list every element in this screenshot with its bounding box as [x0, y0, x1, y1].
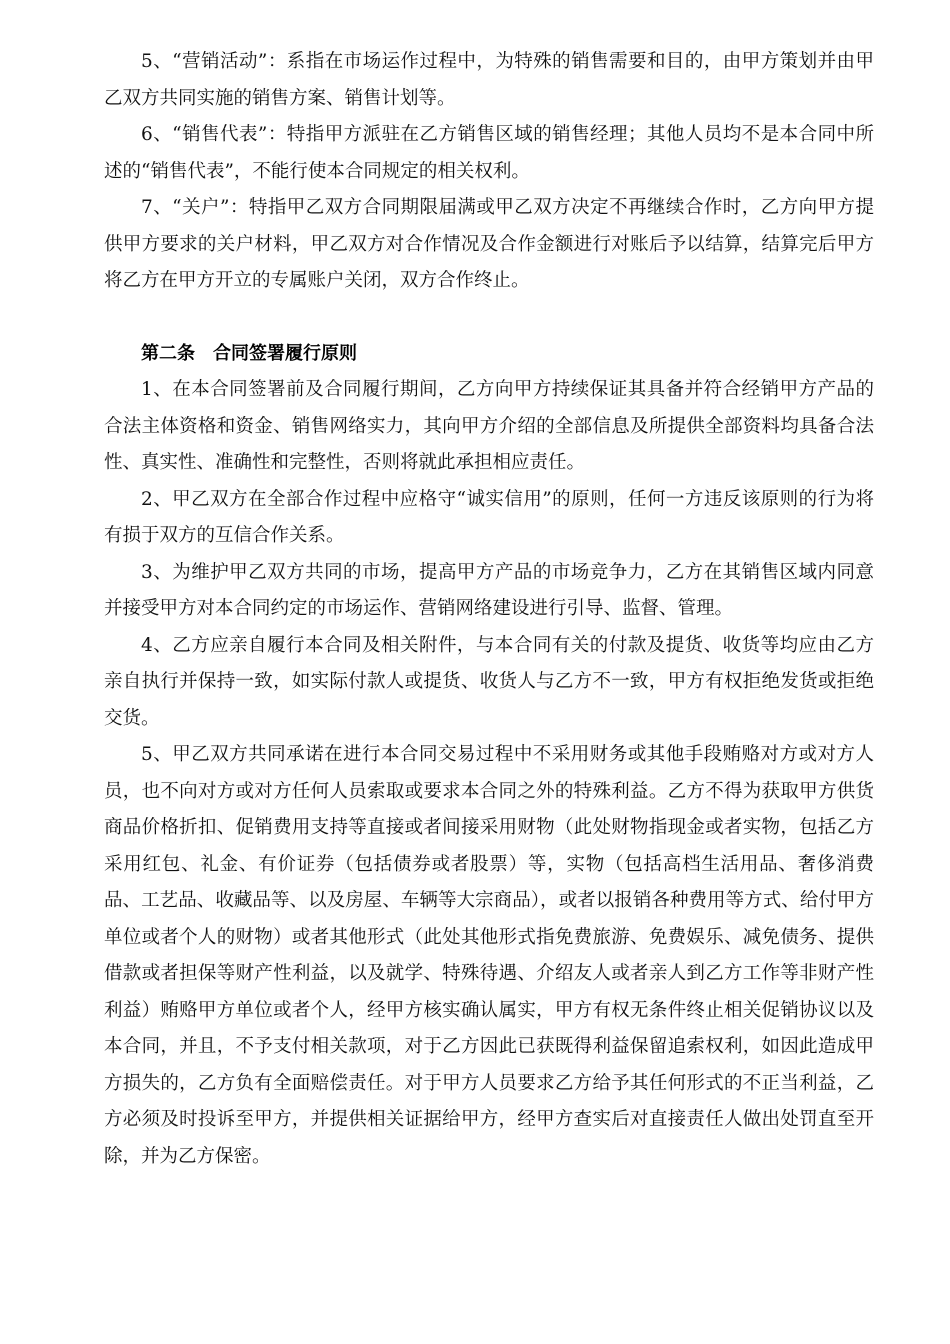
principle-2: 2、甲乙双方在全部合作过程中应格守“诚实信用”的原则，任何一方违反该原则的行为将有损于双方的互信合作关系。	[104, 488, 874, 546]
principle-3: 3、为维护甲乙双方共同的市场，提高甲方产品的市场竞争力，乙方在其销售区域内同意并接受甲方对本合同约定的市场运作、营销网络建设进行引导、监督、管理。	[104, 561, 874, 619]
principle-5: 5、甲乙双方共同承诺在进行本合同交易过程中不采用财务或其他手段贿赂对方或对方人员，也不向对方或对方任何人员索取或要求本合同之外的特殊利益。乙方不得为获取甲方供货商品价格折扣、促销费用支持等直接或者间接采用财物（此处财物指现金或者实物，包括乙方采用红包、礼金、有价证券（包括债券或者股票）等，实物（包括高档生活用品、奢侈消费品、工艺品、收藏品等、以及房屋、车辆等大宗商品），或者以报销各种费用等方式、给付甲方单位或者个人的财物）或者其他形式（此处其他形式指免费旅游、免费娱乐、减免债务、提供借款或者担保等财产性利益，以及就学、特殊待遇、介绍友人或者亲人到乙方工作等非财产性利益）贿赂甲方单位或者个人，经甲方核实确认属实，甲方有权无条件终止相关促销协议以及本合同，并且，不予支付相关款项，对于乙方因此已获既得利益保留追索权利，如因此造成甲方损失的，乙方负有全面赔偿责任。对于甲方人员要求乙方给予其任何形式的不正当利益，乙方必须及时投诉至甲方，并提供相关证据给甲方，经甲方查实后对直接责任人做出处罚直至开除，并为乙方保密。	[104, 744, 874, 1167]
definition-6: 6、“销售代表”：特指甲方派驻在乙方销售区域的销售经理；其他人员均不是本合同中所述的“销售代表”，不能行使本合同规定的相关权利。	[104, 124, 874, 182]
principle-4: 4、乙方应亲自履行本合同及相关附件，与本合同有关的付款及提货、收货等均应由乙方亲自执行并保持一致，如实际付款人或提货、收货人与乙方不一致，甲方有权拒绝发货或拒绝交货。	[104, 634, 874, 729]
contract-body	[104, 44, 874, 1175]
section-spacer	[104, 300, 874, 336]
principle-1: 1、在本合同签署前及合同履行期间，乙方向甲方持续保证其具备并符合经销甲方产品的合法主体资格和资金、销售网络实力，其向甲方介绍的全部信息及所提供全部资料均具备合法性、真实性、准确性和完整性，否则将就此承担相应责任。	[104, 379, 874, 473]
section-heading	[104, 336, 874, 373]
definition-7: 7、“关户”：特指甲乙双方合同期限届满或甲乙双方决定不再继续合作时，乙方向甲方提供甲方要求的关户材料，甲乙双方对合作情况及合作金额进行对账后予以结算，结算完后甲方将乙方在甲方开立的专属账户关闭，双方合作终止。	[104, 197, 874, 291]
definition-5: 5、“营销活动”：系指在市场运作过程中，为特殊的销售需要和目的，由甲方策划并由甲乙双方共同实施的销售方案、销售计划等。	[104, 51, 874, 109]
section-title: 合同签署履行原则	[213, 342, 357, 364]
section-number: 第二条	[141, 342, 195, 364]
